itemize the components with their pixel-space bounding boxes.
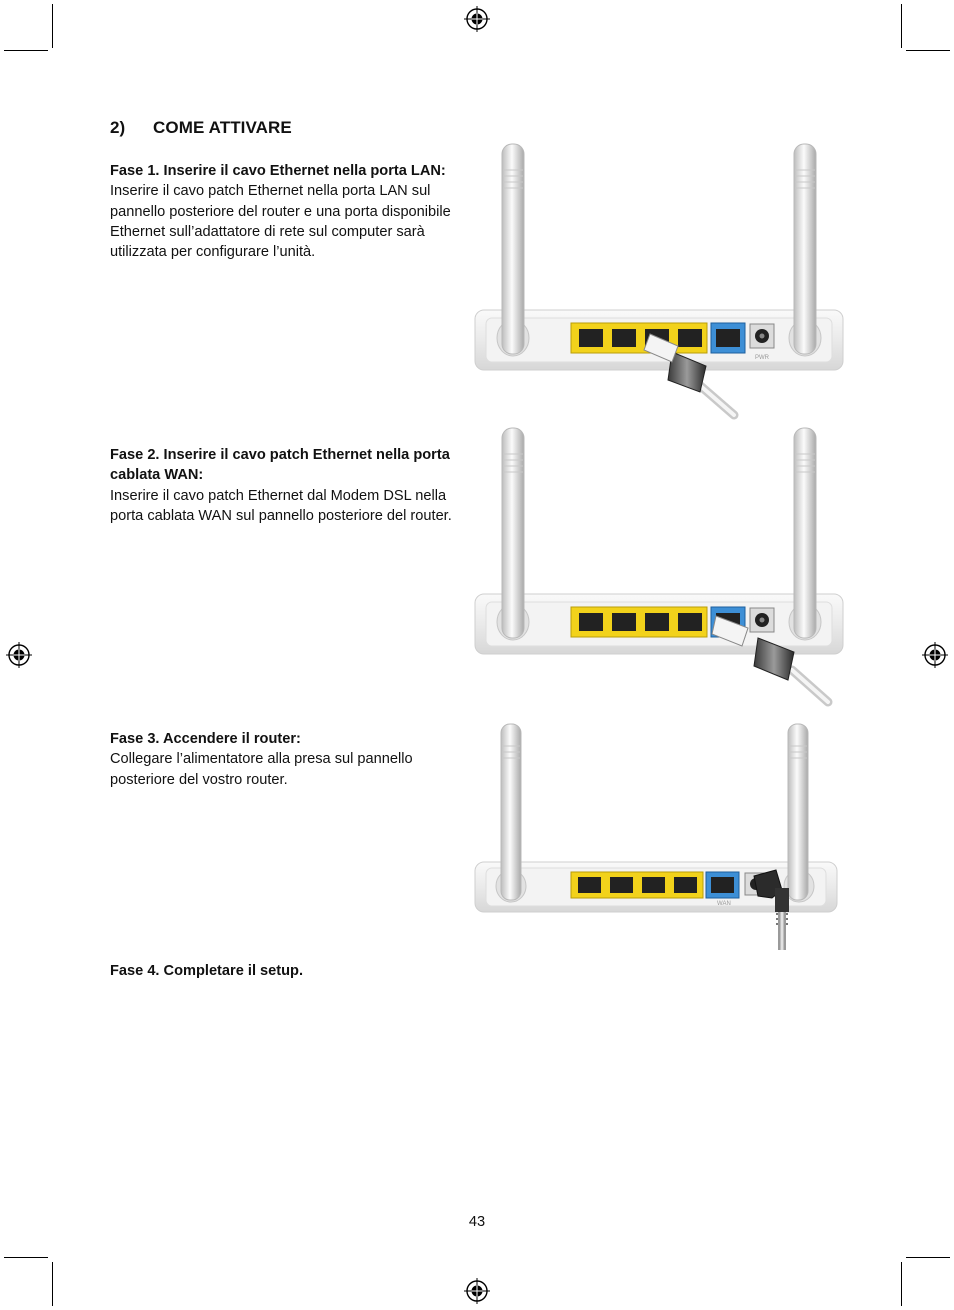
- registration-mark-icon: [464, 6, 490, 32]
- wan-port-label: WAN: [717, 901, 731, 907]
- step-4: [110, 961, 470, 981]
- crop-mark: [52, 1262, 53, 1306]
- section-number: 2): [110, 118, 126, 137]
- step-title: Fase 3. Accendere il router:: [110, 731, 301, 747]
- crop-mark: [4, 1257, 48, 1258]
- router-wan-illustration: [472, 424, 848, 714]
- crop-mark: [4, 50, 48, 51]
- step-body: Collegare l’alimentatore alla presa sul pannello posteriore del vostro router.: [110, 751, 413, 788]
- step-2: [110, 445, 470, 526]
- section-heading: [110, 118, 292, 138]
- registration-mark-icon: [922, 642, 948, 668]
- crop-mark: [901, 1262, 902, 1306]
- step-title: Fase 4. Completare il setup.: [110, 963, 304, 979]
- step-body: Inserire il cavo patch Ethernet dal Modem DSL nella porta cablata WAN sul pannello posteriore del router.: [110, 487, 452, 524]
- page-number: 43: [468, 1214, 486, 1230]
- step-1: [110, 161, 470, 262]
- registration-mark-icon: [6, 642, 32, 668]
- crop-mark: [52, 4, 53, 48]
- crop-mark: [906, 1257, 950, 1258]
- crop-mark: [906, 50, 950, 51]
- router-power-illustration: [472, 718, 848, 958]
- router-lan-illustration: [472, 140, 848, 430]
- crop-mark: [901, 4, 902, 48]
- step-body: Inserire il cavo patch Ethernet nella porta LAN sul pannello posteriore del router e una porta disponibile Ethernet sull’adattatore di rete sul computer sarà utilizzata per configurare l’unità.: [110, 183, 451, 261]
- power-port-label: PWR: [755, 355, 769, 361]
- step-title: Fase 2. Inserire il cavo patch Ethernet nella porta cablata WAN:: [110, 447, 450, 484]
- section-title: COME ATTIVARE: [153, 118, 292, 137]
- registration-mark-icon: [464, 1278, 490, 1304]
- step-3: [110, 729, 470, 790]
- step-title: Fase 1. Inserire il cavo Ethernet nella porta LAN:: [110, 163, 446, 179]
